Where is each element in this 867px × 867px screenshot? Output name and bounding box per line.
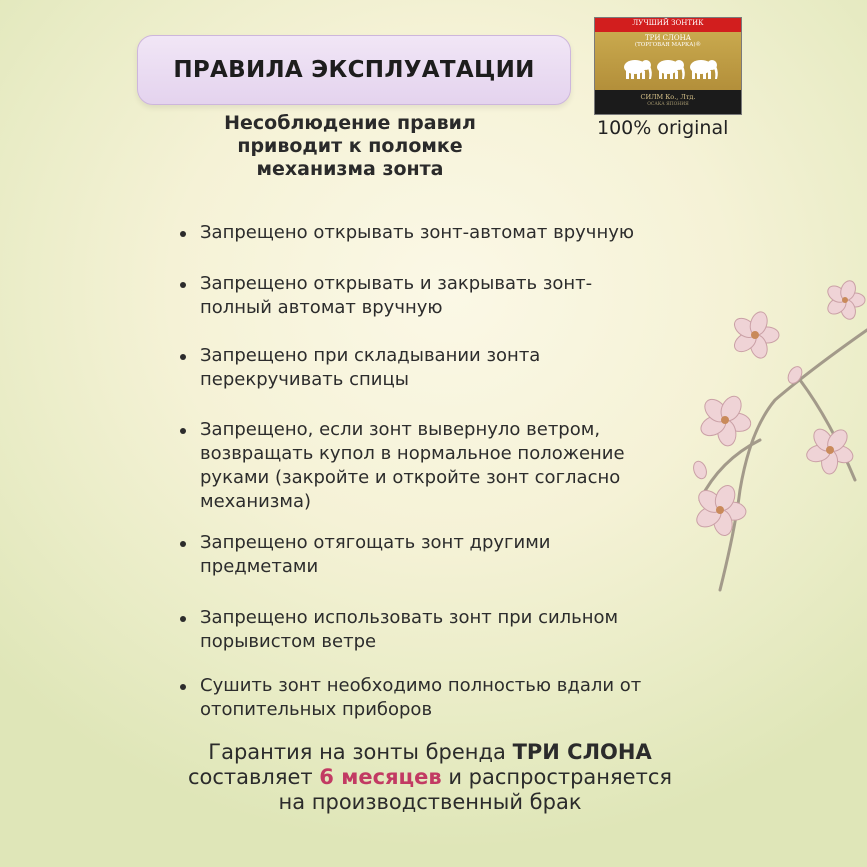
rule-line: порывистом ветре bbox=[200, 631, 377, 652]
bullet-icon bbox=[180, 616, 186, 622]
subtitle bbox=[190, 112, 510, 181]
bullet-icon bbox=[180, 282, 186, 288]
guarantee-part: и распространяется bbox=[441, 765, 672, 789]
guarantee-part: составляет bbox=[187, 765, 320, 789]
rule-item bbox=[178, 674, 658, 722]
guarantee-brand: ТРИ СЛОНА bbox=[512, 740, 652, 764]
logo-company: СИЛМ Ко., Лтд. bbox=[640, 93, 696, 101]
subtitle-line: механизма зонта bbox=[256, 158, 444, 180]
logo-city: ОСАКА ЯПОНИЯ bbox=[647, 102, 689, 107]
rule-line: механизма) bbox=[200, 491, 312, 512]
bullet-icon bbox=[180, 231, 186, 237]
bullet-icon bbox=[180, 354, 186, 360]
bullet-icon bbox=[180, 428, 186, 434]
title-banner bbox=[137, 35, 571, 105]
brand-logo bbox=[594, 17, 742, 115]
rule-line: перекручивать спицы bbox=[200, 369, 409, 390]
subtitle-line: Несоблюдение правил bbox=[224, 112, 476, 134]
rule-line: Запрещено открывать зонт-автомат вручную bbox=[200, 222, 635, 243]
logo-tagline: ЛУЧШИЙ ЗОНТИК bbox=[632, 19, 704, 27]
rule-line: Запрещено открывать и закрывать зонт- bbox=[200, 273, 593, 294]
rule-item bbox=[178, 418, 658, 514]
subtitle-line: приводит к поломке bbox=[237, 135, 463, 157]
logo-red-band bbox=[595, 18, 741, 32]
bullet-icon bbox=[180, 684, 186, 690]
rule-line: Сушить зонт необходимо полностью вдали от bbox=[200, 675, 642, 696]
rule-line: Запрещено, если зонт вывернуло ветром, bbox=[200, 419, 601, 440]
rule-line: Запрещено при складывании зонта bbox=[200, 345, 541, 366]
rule-line: Запрещено отягощать зонт другими bbox=[200, 532, 551, 553]
guarantee-line-3: на производственный брак bbox=[278, 790, 582, 814]
guarantee-line-1 bbox=[150, 740, 710, 765]
rule-line: полный автомат вручную bbox=[200, 297, 443, 318]
rule-item bbox=[178, 344, 658, 392]
guarantee-line-2 bbox=[150, 765, 710, 790]
elephants-icon bbox=[619, 56, 719, 82]
original-label: 100% original bbox=[597, 117, 729, 139]
rule-line: предметами bbox=[200, 556, 319, 577]
rule-line: Запрещено использовать зонт при сильном bbox=[200, 607, 619, 628]
guarantee-part: Гарантия на зонты бренда bbox=[208, 740, 513, 764]
rule-line: возвращать купол в нормальное положение bbox=[200, 443, 625, 464]
rule-item bbox=[178, 606, 658, 654]
rule-item bbox=[178, 272, 658, 320]
rule-line: отопительных приборов bbox=[200, 699, 433, 720]
rule-item bbox=[178, 531, 658, 579]
guarantee-text bbox=[150, 740, 710, 815]
logo-mark: (ТОРГОВАЯ МАРКА)® bbox=[634, 42, 702, 48]
rule-item bbox=[178, 221, 658, 245]
bullet-icon bbox=[180, 541, 186, 547]
guarantee-period: 6 месяцев bbox=[319, 765, 442, 789]
page-title: ПРАВИЛА ЭКСПЛУАТАЦИИ bbox=[173, 57, 535, 83]
logo-brand: ТРИ СЛОНА bbox=[644, 34, 692, 42]
rule-line: руками (закройте и откройте зонт согласно bbox=[200, 467, 621, 488]
cherry-blossom-icon bbox=[680, 270, 867, 600]
